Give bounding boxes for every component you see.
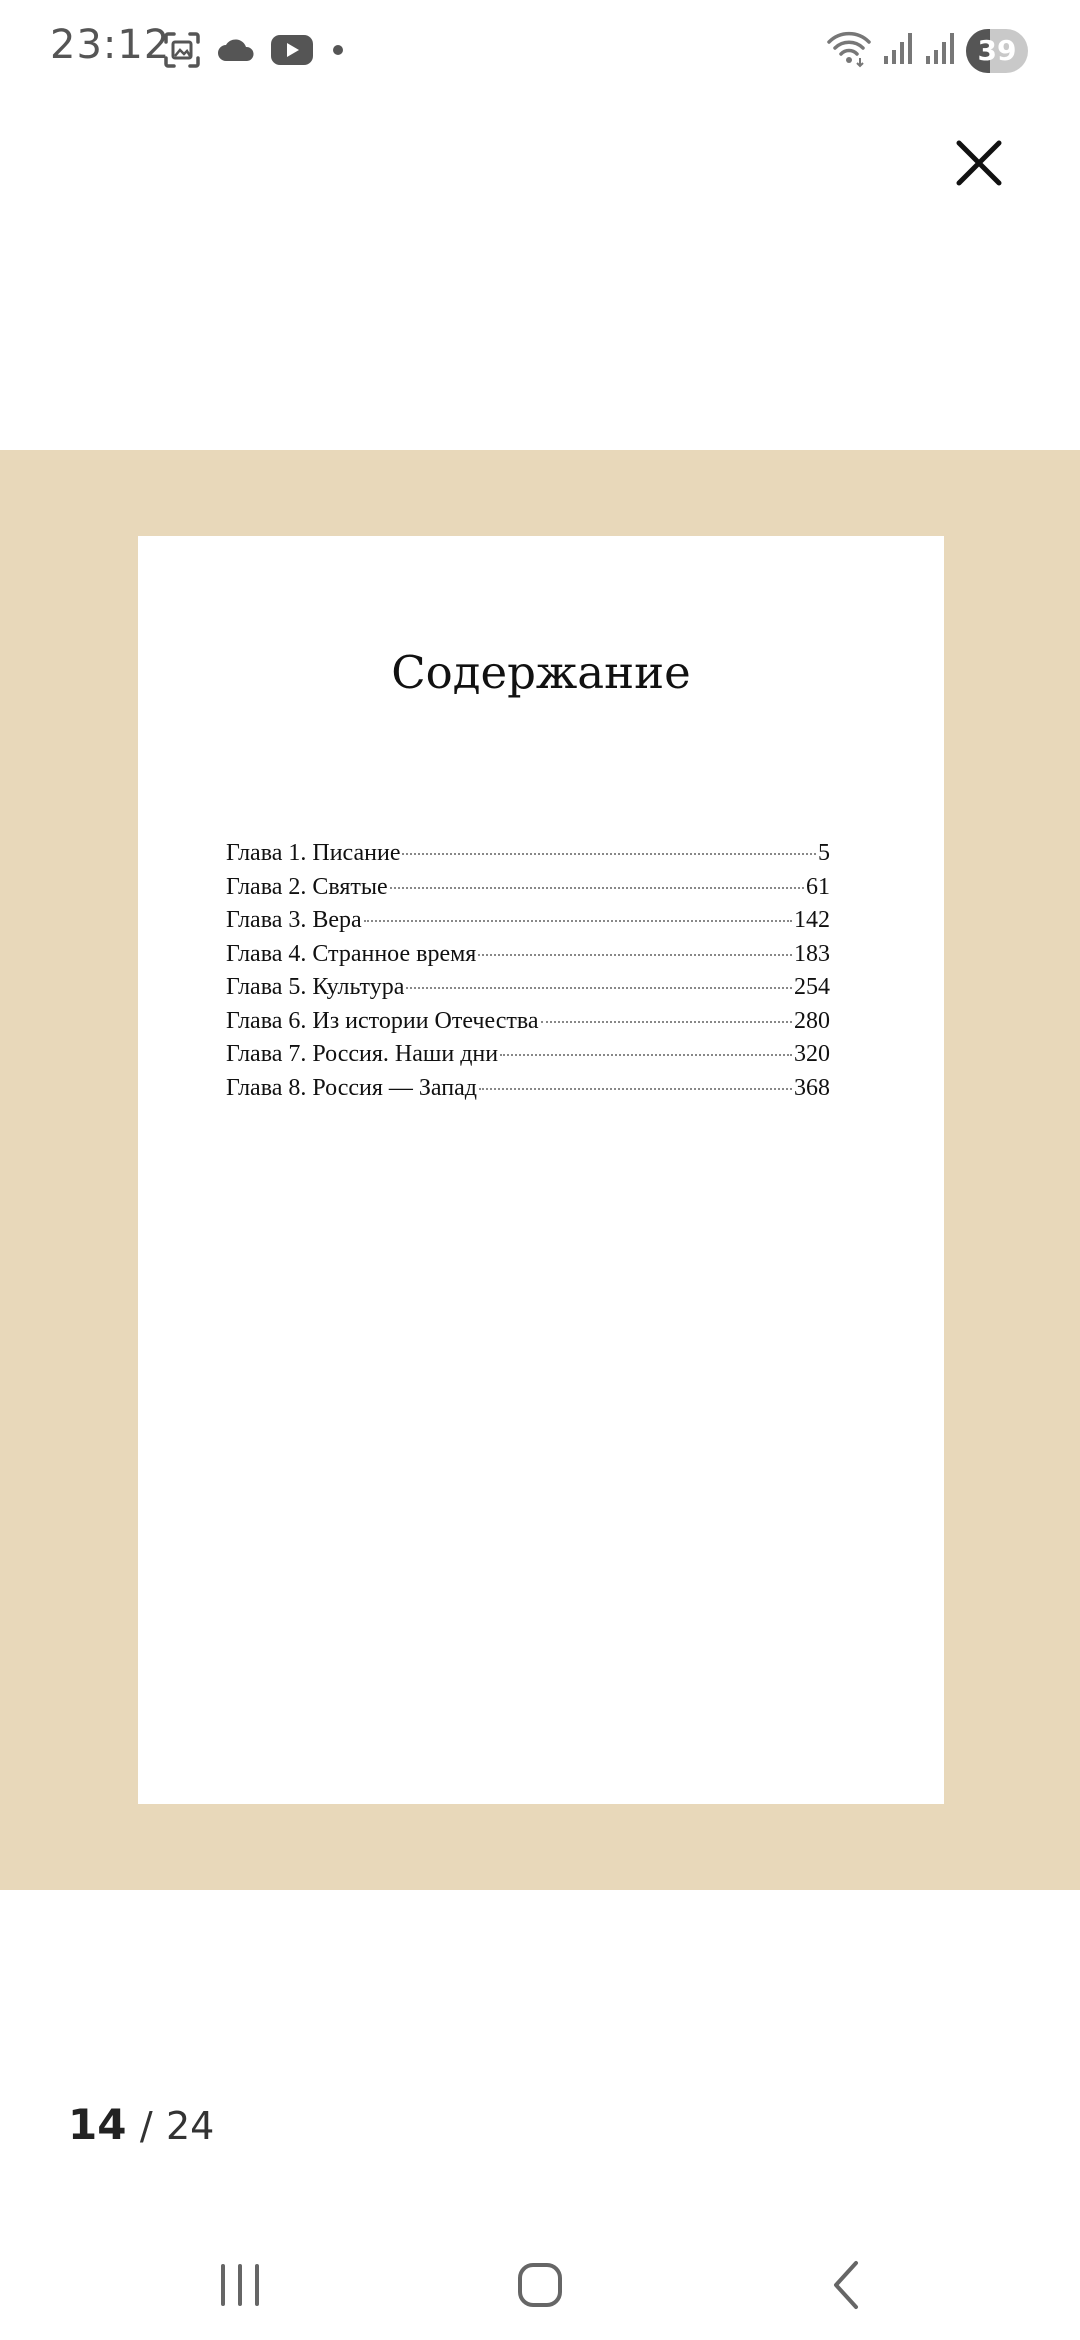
document-page[interactable] bbox=[138, 536, 944, 1804]
toc-leader-dots bbox=[479, 1088, 792, 1090]
toc-entry[interactable] bbox=[226, 1041, 830, 1075]
toc-leader-dots bbox=[478, 954, 792, 956]
toc-entry-page: 280 bbox=[794, 1007, 830, 1034]
back-icon bbox=[826, 2259, 866, 2311]
recents-button[interactable] bbox=[200, 2250, 280, 2320]
toc-entry-title: Глава 1. Писание bbox=[226, 840, 401, 866]
toc-leader-dots bbox=[541, 1021, 792, 1023]
toc-entry[interactable] bbox=[226, 974, 830, 1008]
signal-icon bbox=[924, 30, 956, 71]
toc-entry-page: 5 bbox=[818, 840, 830, 866]
toc-entry-title: Глава 5. Культура bbox=[226, 974, 405, 1000]
current-page: 14 bbox=[68, 2100, 127, 2149]
toc-leader-dots bbox=[406, 987, 792, 989]
toc-entry-title: Глава 8. Россия — Запад bbox=[226, 1074, 477, 1101]
table-of-contents bbox=[226, 840, 830, 1108]
toc-entry-title: Глава 4. Странное время bbox=[226, 940, 477, 967]
page-title: Содержание bbox=[391, 646, 691, 699]
toc-entry-title: Глава 7. Россия. Наши дни bbox=[226, 1041, 499, 1067]
status-icons-right bbox=[826, 28, 1028, 73]
close-button[interactable] bbox=[950, 134, 1008, 192]
status-bar bbox=[0, 0, 1080, 100]
page-counter bbox=[68, 2100, 214, 2149]
wifi-icon bbox=[826, 28, 872, 73]
document-viewer[interactable] bbox=[0, 450, 1080, 1890]
toc-entry-page: 183 bbox=[794, 940, 830, 967]
signal-icon bbox=[882, 30, 914, 71]
cloud-icon bbox=[216, 35, 256, 70]
toc-entry[interactable] bbox=[226, 941, 830, 975]
home-icon bbox=[515, 2260, 565, 2310]
dot-icon bbox=[328, 40, 348, 65]
navigation-bar bbox=[0, 2230, 1080, 2340]
toc-entry-title: Глава 3. Вера bbox=[226, 907, 362, 933]
toc-entry-page: 320 bbox=[794, 1041, 830, 1067]
battery-level: 39 bbox=[977, 34, 1017, 67]
close-icon bbox=[955, 139, 1003, 187]
toc-leader-dots bbox=[402, 853, 816, 855]
toc-entry-page: 142 bbox=[794, 907, 830, 933]
recents-icon bbox=[215, 2262, 265, 2308]
toc-entry-title: Глава 6. Из истории Отечества bbox=[226, 1007, 539, 1034]
toc-entry[interactable] bbox=[226, 1075, 830, 1109]
back-button[interactable] bbox=[806, 2250, 886, 2320]
toc-entry[interactable] bbox=[226, 1008, 830, 1042]
status-icons-left bbox=[162, 30, 348, 75]
status-time: 23:12 bbox=[50, 22, 171, 68]
youtube-icon bbox=[270, 33, 314, 72]
toc-leader-dots bbox=[390, 887, 804, 889]
toc-entry[interactable] bbox=[226, 907, 830, 941]
toc-leader-dots bbox=[364, 920, 792, 922]
battery-icon bbox=[966, 29, 1028, 73]
home-button[interactable] bbox=[500, 2250, 580, 2320]
toc-entry[interactable] bbox=[226, 840, 830, 874]
total-pages: 24 bbox=[165, 2104, 215, 2148]
toc-entry[interactable] bbox=[226, 874, 830, 908]
toc-entry-title: Глава 2. Святые bbox=[226, 873, 388, 900]
toc-entry-page: 368 bbox=[794, 1074, 830, 1101]
screenshot-icon bbox=[162, 30, 202, 75]
toc-leader-dots bbox=[500, 1054, 792, 1056]
toc-entry-page: 254 bbox=[794, 974, 830, 1000]
toc-entry-page: 61 bbox=[806, 873, 830, 900]
page-separator: / bbox=[139, 2104, 153, 2148]
